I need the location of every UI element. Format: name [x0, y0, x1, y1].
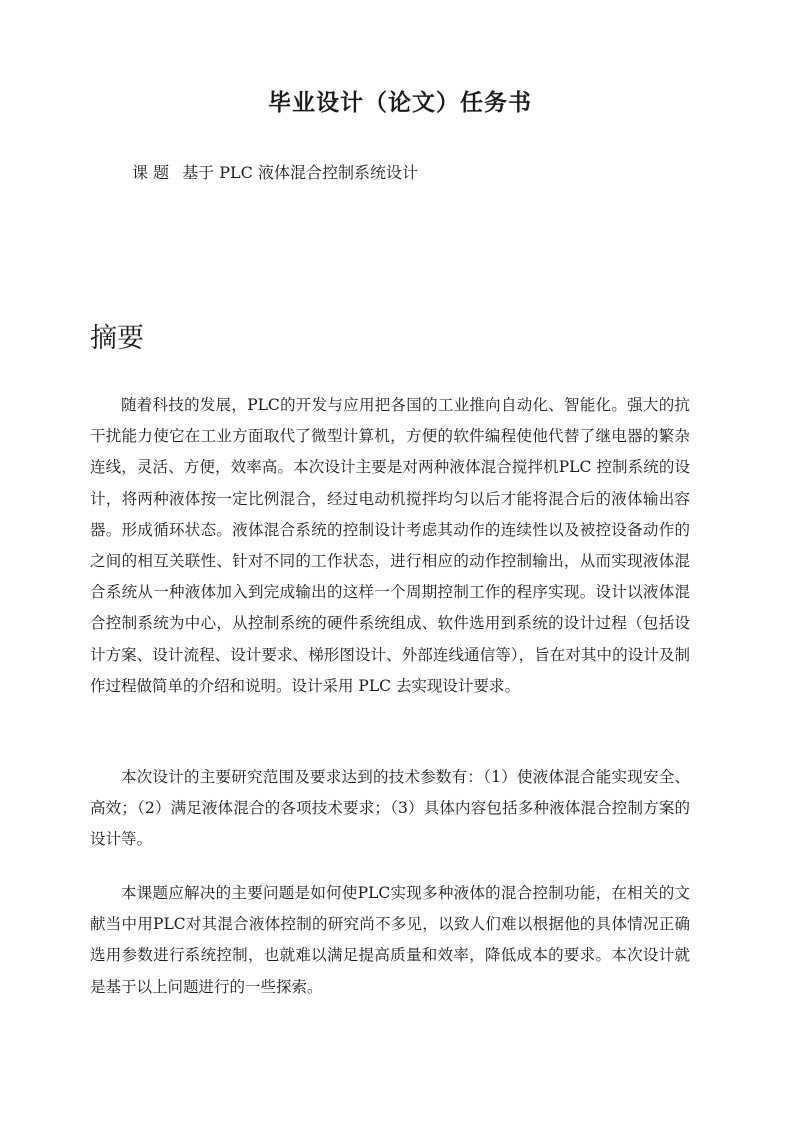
abstract-heading: 摘要 — [90, 323, 144, 354]
abstract-paragraph-1: 随着科技的发展，PLC的开发与应用把各国的工业推向自动化、智能化。强大的抗干扰能力使它在工业方面取代了微型计算机，方便的软件编程使他代替了继电器的繁杂连线，灵活、方便，效率高。本次设计主要是对两种液体混合搅拌机PLC 控制系统的设计，将两种液体按一定比例混合，经过电动机搅拌均匀以后才能将混合后的液体输出容器。形成循环状态。液体混合系统的控制设计考虑其动作的连续性以及被控设备动作的之间的相互关联性、针对不同的工作状态，进行相应的动作控制输出，从而实现液体混合系统从一种液体加入到完成输出的这样一个周期控制工作的程序实现。设计以液体混合控制系统为中心，从控制系统的硬件系统组成、软件选用到系统的设计过程（包括设计方案、设计流程、设计要求、梯形图设计、外部连线通信等），旨在对其中的设计及制作过程做简单的介绍和说明。设计采用 PLC 去实现设计要求。 — [90, 396, 690, 695]
abstract-paragraph-2: 本次设计的主要研究范围及要求达到的技术参数有：（1）使液体混合能实现安全、高效；（2）满足液体混合的各项技术要求；（3）具体内容包括多种液体混合控制方案的设计等。 — [90, 768, 690, 849]
abstract-paragraph-3: 本课题应解决的主要问题是如何使PLC实现多种液体的混合控制功能，在相关的文献当中用PLC对其混合液体控制的研究尚不多见，以致人们难以根据他的具体情况正确选用参数进行系统控制，也就难以满足提高质量和效率，降低成本的要求。本次设计就是基于以上问题进行的一些探索。 — [90, 884, 690, 996]
subject-line — [132, 160, 426, 183]
subject-value: 基于 PLC 液体混合控制系统设计 — [182, 163, 418, 182]
document-title: 毕业设计（论文）任务书 — [268, 89, 532, 116]
subject-label: 课 题 — [132, 163, 170, 182]
